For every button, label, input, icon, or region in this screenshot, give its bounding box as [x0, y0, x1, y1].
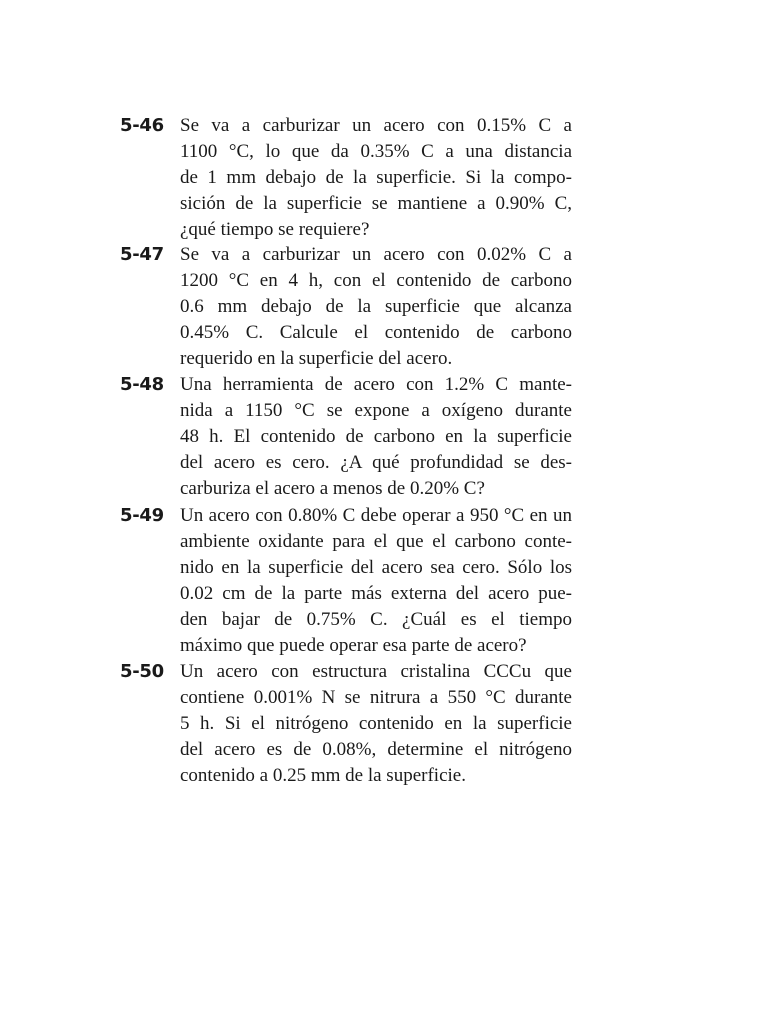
text-line: ambiente oxidante para el que el carbono conte-	[180, 531, 572, 552]
problem-number: 5-48	[120, 374, 164, 395]
text-line: 1200 °C en 4 h, con el contenido de carbono	[180, 270, 572, 291]
problem-number: 5-46	[120, 115, 164, 136]
text-line: Se va a carburizar un acero con 0.15% C a	[180, 115, 572, 136]
problem-text	[180, 503, 572, 659]
text-line: 5 h. Si el nitrógeno contenido en la superficie	[180, 713, 572, 734]
problem-text	[180, 242, 572, 372]
text-line: 1100 °C, lo que da 0.35% C a una distancia	[180, 141, 572, 162]
text-line: carburiza el acero a menos de 0.20% C?	[180, 478, 485, 499]
text-line: máximo que puede operar esa parte de acero?	[180, 635, 527, 656]
problem-text	[180, 659, 572, 789]
problem-number: 5-49	[120, 505, 164, 526]
text-line: 48 h. El contenido de carbono en la superficie	[180, 426, 572, 447]
text-line: 0.6 mm debajo de la superficie que alcanza	[180, 296, 572, 317]
problem-text	[180, 372, 572, 502]
problem-number: 5-47	[120, 244, 164, 265]
text-line: 0.02 cm de la parte más externa del acero pue-	[180, 583, 572, 604]
text-line: del acero es de 0.08%, determine el nitrógeno	[180, 739, 572, 760]
text-line: Un acero con 0.80% C debe operar a 950 °C en un	[180, 505, 572, 526]
text-line: nido en la superficie del acero sea cero. Sólo los	[180, 557, 572, 578]
text-line: Se va a carburizar un acero con 0.02% C a	[180, 244, 572, 265]
text-line: de 1 mm debajo de la superficie. Si la compo-	[180, 167, 572, 188]
text-line: nida a 1150 °C se expone a oxígeno durante	[180, 400, 572, 421]
text-line: Una herramienta de acero con 1.2% C mante-	[180, 374, 572, 395]
text-line: contiene 0.001% N se nitrura a 550 °C durante	[180, 687, 572, 708]
text-line: del acero es cero. ¿A qué profundidad se des-	[180, 452, 572, 473]
text-line: contenido a 0.25 mm de la superficie.	[180, 765, 466, 786]
text-line: ¿qué tiempo se requiere?	[180, 219, 370, 240]
text-line: sición de la superficie se mantiene a 0.90% C,	[180, 193, 572, 214]
text-line: 0.45% C. Calcule el contenido de carbono	[180, 322, 572, 343]
text-line: requerido en la superficie del acero.	[180, 348, 453, 369]
problem-text	[180, 113, 572, 243]
text-line: Un acero con estructura cristalina CCCu que	[180, 661, 572, 682]
text-line: den bajar de 0.75% C. ¿Cuál es el tiempo	[180, 609, 572, 630]
problem-number: 5-50	[120, 661, 164, 682]
